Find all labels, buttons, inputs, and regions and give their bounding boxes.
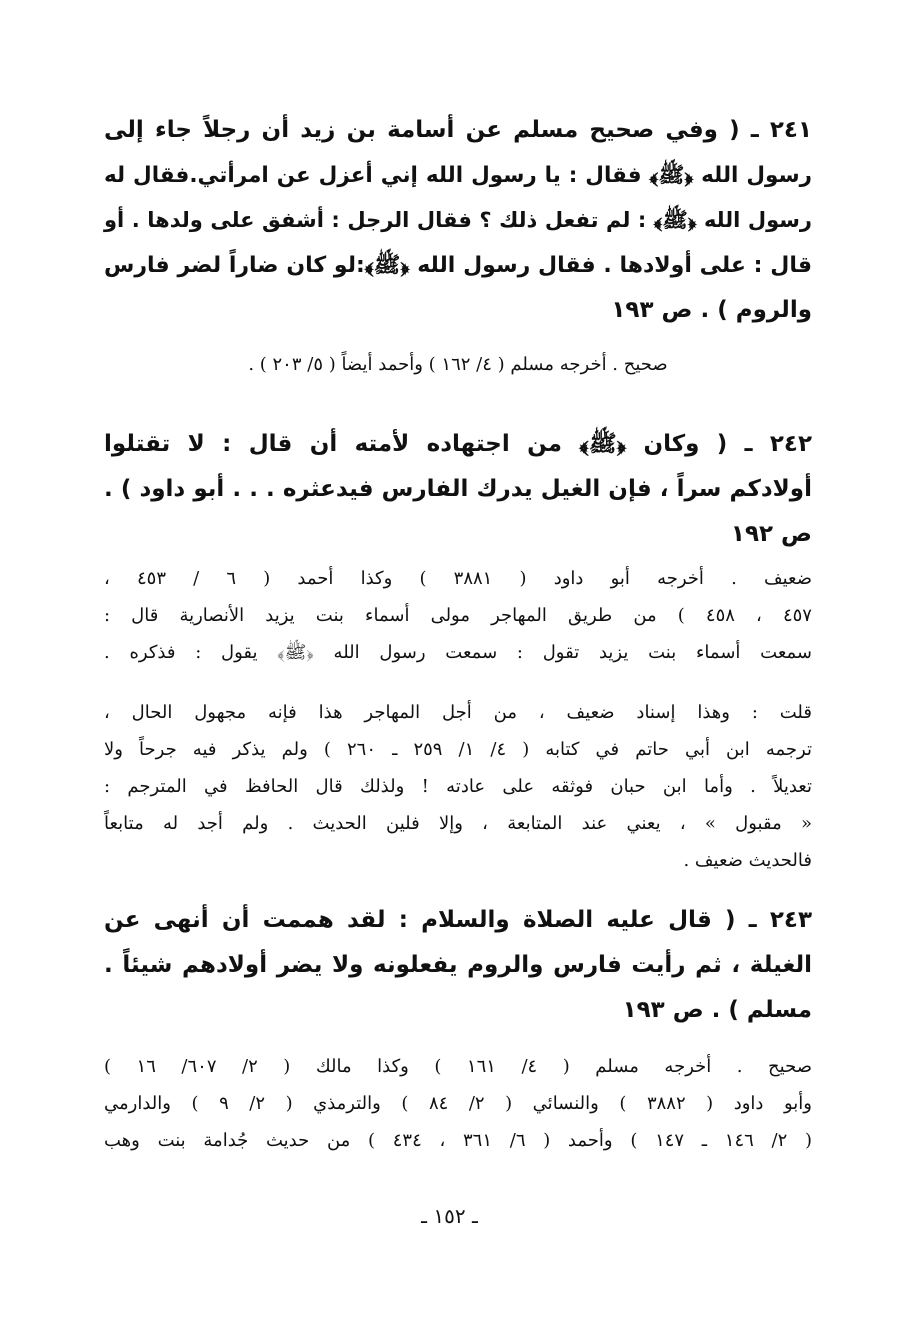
author-note-line: « مقبول » ، يعني عند المتابعة ، وإلا فلين الحديث . ولم أجد له متابعاً: [104, 813, 812, 834]
hadith-243: [104, 898, 812, 1033]
hadith-243-line: الغيلة ، ثم رأيت فارس والروم يفعلونه ولا يضر أولادهم شيئاً .: [104, 952, 812, 978]
commentary-242: [104, 560, 812, 671]
hadith-242-line: ص ١٩٢: [730, 521, 812, 547]
hadith-243-line: مسلم ) . ص ١٩٣: [622, 997, 812, 1023]
commentary-243-line: ( ٢/ ١٤٦ ـ ١٤٧ ) وأحمد ( ٦/ ٣٦١ ، ٤٣٤ ) من حديث جُدامة بنت وهب: [104, 1130, 812, 1151]
commentary-241: [104, 346, 812, 383]
page-number: ـ ١٥٢ ـ: [421, 1204, 478, 1228]
commentary-243-line: صحيح . أخرجه مسلم ( ٤/ ١٦١ ) وكذا مالك ( ٢/ ٦٠٧/ ١٦ ): [104, 1056, 812, 1077]
author-note-line: ترجمه ابن أبي حاتم في كتابه ( ٤/ ١/ ٢٥٩ ـ ٢٦٠ ) ولم يذكر فيه جرحاً ولا: [104, 739, 812, 760]
hadith-241-line: قال : على أولادها . فقال رسول الله ﴿ﷺ﴾:لو كان ضاراً لضر فارس: [104, 253, 812, 278]
author-note-line: تعديلاً . وأما ابن حبان فوثقه على عادته ! ولذلك قال الحافظ في المترجم :: [104, 776, 812, 797]
hadith-242-line: أولادكم سراً ، فإن الغيل يدرك الفارس فيدعثره . . . أبو داود ) .: [104, 476, 812, 502]
author-note-line: فالحديث ضعيف .: [683, 850, 812, 871]
hadith-241-line: ٢٤١ ـ ( وفي صحيح مسلم عن أسامة بن زيد أن رجلاً جاء إلى: [104, 117, 812, 143]
hadith-241-line: والروم ) . ص ١٩٣: [611, 297, 812, 323]
commentary-243: [104, 1048, 812, 1159]
hadith-243-line: ٢٤٣ ـ ( قال عليه الصلاة والسلام : لقد هممت أن أنهى عن: [104, 907, 812, 933]
author-note-242: [104, 694, 812, 879]
author-note-line: قلت : وهذا إسناد ضعيف ، من أجل المهاجر هذا فإنه مجهول الحال ،: [104, 702, 812, 723]
hadith-241-line: رسول الله ﴿ﷺ﴾ : لم تفعل ذلك ؟ فقال الرجل : أشفق على ولدها . أو: [104, 208, 812, 232]
commentary-241-line: صحيح . أخرجه مسلم ( ٤/ ١٦٢ ) وأحمد أيضاً ( ٥/ ٢٠٣ ) .: [248, 354, 668, 375]
hadith-242: [104, 422, 812, 557]
commentary-242-line: سمعت أسماء بنت يزيد تقول : سمعت رسول الله ﴿ﷺ﴾ يقول : فذكره .: [104, 642, 812, 663]
hadith-241: [104, 108, 812, 333]
hadith-242-line: ٢٤٢ ـ ( وكان ﴿ﷺ﴾ من اجتهاده لأمته أن قال : لا تقتلوا: [104, 431, 812, 457]
commentary-243-line: وأبو داود ( ٣٨٨٢ ) والنسائي ( ٢/ ٨٤ ) والترمذي ( ٢/ ٩ ) والدارمي: [104, 1093, 812, 1114]
hadith-241-line: رسول الله ﴿ﷺ﴾ فقال : يا رسول الله إني أعزل عن امرأتي.فقال له: [104, 163, 812, 188]
commentary-242-line: ضعيف . أخرجه أبو داود ( ٣٨٨١ ) وكذا أحمد ( ٦ / ٤٥٣ ،: [104, 568, 812, 589]
commentary-242-line: ٤٥٧ ، ٤٥٨ ) من طريق المهاجر مولى أسماء بنت يزيد الأنصارية قال :: [104, 605, 812, 626]
